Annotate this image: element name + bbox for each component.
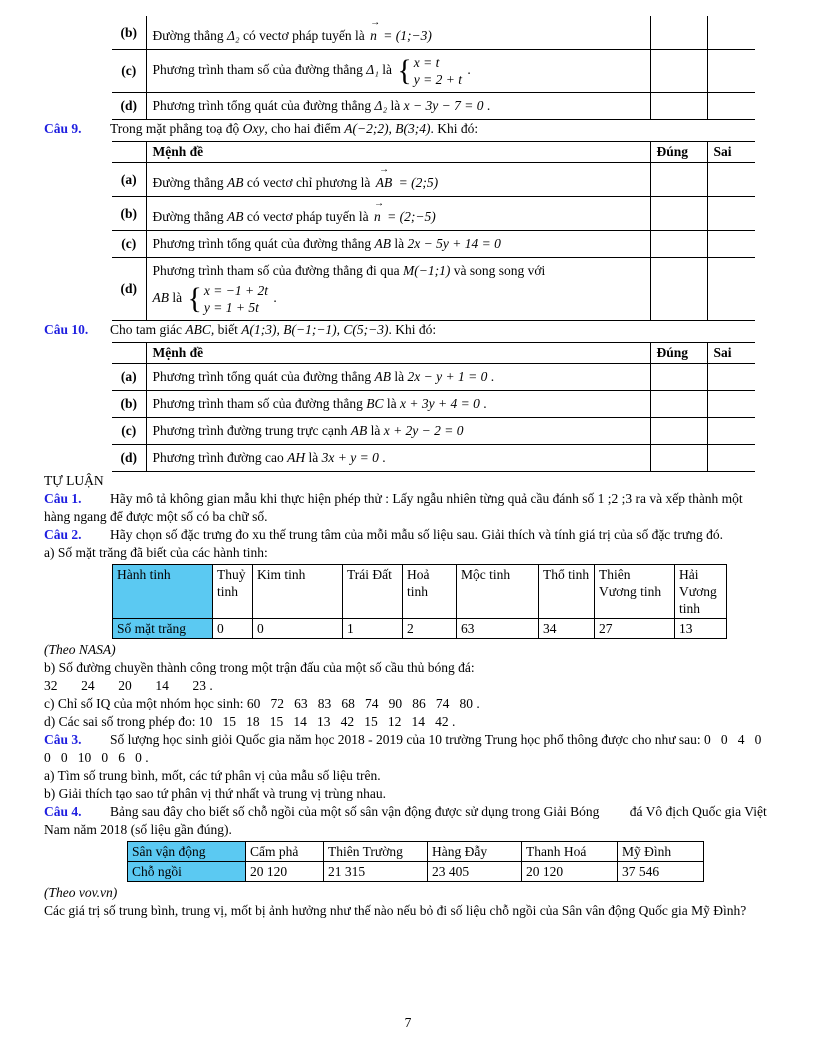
sai-answer-cell [707,197,755,231]
question-number: Câu 2. [44,527,82,542]
cau2-item-a: a) Số mặt trăng đã biết của các hành tinh: [44,545,268,560]
statement-text: . [483,396,487,411]
intro-text: . Khi đó: [388,322,437,337]
sai-answer-cell [707,50,755,93]
equation-2: y = 1 + 5t [203,300,259,315]
statement-cell [146,93,650,120]
math-expression: x + 2y − 2 = 0 [383,423,464,438]
equation-2: y = 2 + t [413,72,463,87]
statement-text: Đường thẳng [152,209,224,224]
planet-name: Kim tinh [253,565,343,619]
cau1-paragraph [44,490,772,526]
math-symbol: AB [226,209,244,224]
math-symbol: AB [226,175,244,190]
cau3-paragraph [44,731,772,767]
statement-text: là [394,369,405,384]
statement-text: và song song với [453,263,546,278]
statement-cell [146,391,650,418]
math-expression: A(−2;2), B(3;4) [344,121,431,136]
statement-text: là [308,450,319,465]
column-header-dung: Đúng [650,343,707,364]
statement-cell [146,364,650,391]
question-number: Câu 10. [44,322,89,337]
row-label: (c) [112,231,146,258]
cau2-paragraph [44,526,772,544]
statement-text: Phương trình tham số của đường thẳng [152,396,363,411]
stadium-table [127,841,704,882]
stadium-name: Hàng Đẫy [428,842,522,862]
question-number: Câu 9. [44,121,82,136]
stadium-header-label: Sân vận động [128,842,246,862]
statement-text: là [390,98,401,113]
cau4-question: Các giá trị số trung bình, trung vị, mốt bị ảnh hưởng như thế nào nếu bỏ đi số liệu chỗ ngồi của Sân vân động Quốc gia Mỹ Đình? [44,903,747,918]
table-row [112,445,755,472]
source-note-vov: (Theo vov.vn) [44,885,118,900]
row-label: (b) [112,197,146,231]
moon-count: 0 [213,619,253,639]
sai-answer-cell [707,163,755,197]
dung-answer-cell [650,16,707,50]
stadium-name: Thiên Trường [324,842,428,862]
seat-count: 20 120 [522,862,618,882]
statement-cell [146,445,650,472]
sai-answer-cell [707,258,755,321]
statement-text: Đường thẳng [152,28,224,43]
statement-cell [146,418,650,445]
math-expression: = (2;5) [398,175,439,190]
planets-data-row [113,619,727,639]
source-note-nasa: (Theo NASA) [44,642,116,657]
intro-text: Cho tam giác [110,322,182,337]
header-empty-cell [112,343,146,364]
dung-answer-cell [650,258,707,321]
math-symbol: AB [152,290,169,306]
question-text: Hãy chọn số đặc trưng đo xu thế trung tâm của mỗi mẫu số liệu sau. Giải thích và tính giá trị của số đặc trưng đó. [110,527,723,542]
moon-count: 13 [675,619,727,639]
math-symbol: Oxy [242,121,265,136]
moon-count: 27 [595,619,675,639]
intro-text: biết [217,322,238,337]
equation-system [188,282,268,316]
row-label: (d) [112,93,146,120]
table-header-row [112,343,755,364]
dung-answer-cell [650,163,707,197]
math-symbol: Δ₂ [226,28,240,43]
row-label: (c) [112,418,146,445]
statement-text: . [273,290,277,306]
statement-text: . [486,98,491,113]
math-symbol: ABC, [185,322,215,337]
moon-count: 1 [343,619,403,639]
cau9-intro [44,120,772,138]
dung-answer-cell [650,391,707,418]
column-header-sai: Sai [707,142,755,163]
seat-count: 20 120 [246,862,324,882]
system-brace: { [187,282,202,316]
header-empty-cell [112,142,146,163]
sai-answer-cell [707,364,755,391]
math-expression: x + 3y + 4 = 0 [400,396,480,411]
vector-symbol: n → [370,27,377,45]
intro-text: . Khi đó: [430,121,479,136]
math-symbol: AB [350,423,368,438]
statement-text: là [382,62,393,78]
dung-answer-cell [650,231,707,258]
moon-count: 63 [457,619,539,639]
math-expression: x − 3y − 7 = 0 [403,98,484,113]
statement-cell [146,16,650,50]
planets-header-label: Hành tinh [113,565,213,619]
column-header-menhde: Mệnh đề [146,142,650,163]
seat-count: 23 405 [428,862,522,882]
system-brace: { [397,54,412,88]
math-expression: 3x + y = 0 [321,450,379,465]
math-expression: = (1;−3) [383,28,432,43]
table-row [112,50,755,93]
planets-header-row [113,565,727,619]
cau2-item-c: c) Chỉ số IQ của một nhóm học sinh: 60 72 63 83 68 74 90 86 74 80 . [44,696,480,711]
statement-text: . [490,369,495,384]
table-row [112,163,755,197]
statement-text: Phương trình tổng quát của đường thẳng [152,369,372,384]
cau3-item-a: a) Tìm số trung bình, mốt, các tứ phân vị của mẫu số liệu trên. [44,768,381,783]
equation-1: x = t [413,55,440,70]
stadium-name: Mỹ Đình [618,842,704,862]
stadium-name: Cẩm phả [246,842,324,862]
statement-text: . [467,62,471,78]
planet-name: Thổ tinh [539,565,595,619]
stadium-row-label: Chỗ ngồi [128,862,246,882]
cau10-intro [44,321,772,339]
question-number: Câu 1. [44,491,82,506]
dung-answer-cell [650,418,707,445]
table-row [112,197,755,231]
dung-sai-table-continuation [112,16,755,120]
math-expression: A(1;3), B(−1;−1), C(5;−3) [241,322,389,337]
planet-name: Hải Vương tinh [675,565,727,619]
sai-answer-cell [707,391,755,418]
sai-answer-cell [707,93,755,120]
statement-text: Phương trình tham số của đường thẳng [152,62,363,78]
statement-text: có vectơ chỉ phương là [246,175,371,190]
table-row [112,418,755,445]
column-header-dung: Đúng [650,142,707,163]
statement-text: là [394,236,405,251]
intro-text: , cho hai điểm [264,121,341,136]
row-label: (b) [112,16,146,50]
intro-text: Trong mặt phẳng toạ độ [110,121,240,136]
seat-count: 37 546 [618,862,704,882]
cau9-dung-sai-table [112,141,755,321]
cau4-paragraph [44,803,772,839]
planets-row-label: Số mặt trăng [113,619,213,639]
statement-text: là [370,423,381,438]
column-header-sai: Sai [707,343,755,364]
statement-cell [146,50,650,93]
dung-answer-cell [650,445,707,472]
statement-line [153,282,644,316]
page-number: 7 [404,1015,412,1030]
dung-answer-cell [650,197,707,231]
statement-text: . [382,450,386,465]
vector-symbol: AB → [376,174,393,192]
stadium-header-row [128,842,704,862]
question-text: Hãy mô tả không gian mẫu khi thực hiện phép thử : Lấy ngẫu nhiên từng quả cầu đánh số 1 ;2 ;3 ra và xếp thành một hàng ngang để được một số có ba chữ số. [44,491,743,524]
math-expression: = (2;−5) [387,209,436,224]
seat-count: 21 315 [324,862,428,882]
question-text: Bảng sau đây cho biết số chỗ ngồi của một số sân vận động được sử dụng trong Giải Bóng đá Vô địch Quốc gia Việt Nam năm 2018 (số liệu gần đúng). [44,804,767,837]
planet-name: Mộc tinh [457,565,539,619]
statement-cell [146,258,650,321]
cau2-item-d: d) Các sai số trong phép đo: 10 15 18 15 14 13 42 15 12 14 42 . [44,714,456,729]
table-row [112,16,755,50]
statement-text: có vectơ pháp tuyến là [242,28,365,43]
math-expression: 2x − y + 1 = 0 [407,369,488,384]
math-symbol: Δ₁ [366,62,379,78]
sai-answer-cell [707,16,755,50]
statement-text: Đường thẳng [152,175,224,190]
section-heading: TỰ LUẬN [44,473,104,488]
cau10-dung-sai-table [112,342,755,472]
statement-text: Phương trình tổng quát của đường thẳng [152,236,372,251]
table-row [112,391,755,418]
equation-system [397,54,462,88]
planet-name: Hoả tinh [403,565,457,619]
math-expression: 2x − 5y + 14 = 0 [407,236,501,251]
planet-name: Thiên Vương tinh [595,565,675,619]
math-symbol: AB [374,369,392,384]
stadium-data-row [128,862,704,882]
moon-count: 2 [403,619,457,639]
planets-table [112,564,727,639]
system-equations [414,54,462,88]
table-row [112,364,755,391]
cau2-item-b-values: 32 24 20 14 23 . [44,678,213,693]
math-symbol: AB [374,236,392,251]
question-number: Câu 3. [44,732,82,747]
table-row [112,258,755,321]
table-row [112,93,755,120]
question-number: Câu 4. [44,804,82,819]
statement-text: Phương trình đường cao [152,450,284,465]
row-label: (b) [112,391,146,418]
statement-text: có vectơ pháp tuyến là [246,209,369,224]
statement-text: Phương trình đường trung trực cạnh [152,423,348,438]
math-symbol: AH [287,450,306,465]
row-label: (d) [112,445,146,472]
row-label: (d) [112,258,146,321]
statement-cell [146,231,650,258]
sai-answer-cell [707,231,755,258]
statement-text: là [386,396,397,411]
equation-1: x = −1 + 2t [203,283,268,298]
cau3-item-b: b) Giải thích tạo sao tứ phân vị thứ nhất và trung vị trùng nhau. [44,786,386,801]
statement-cell [146,163,650,197]
sai-answer-cell [707,445,755,472]
column-header-menhde: Mệnh đề [146,343,650,364]
math-symbol: Δ₂ [374,98,388,113]
dung-answer-cell [650,364,707,391]
statement-cell [146,197,650,231]
sai-answer-cell [707,418,755,445]
planet-name: Trái Đất [343,565,403,619]
row-label: (a) [112,364,146,391]
math-symbol: BC [366,396,384,411]
planet-name: Thuỷ tinh [213,565,253,619]
dung-answer-cell [650,50,707,93]
system-equations [204,282,268,316]
stadium-name: Thanh Hoá [522,842,618,862]
row-label: (a) [112,163,146,197]
row-label: (c) [112,50,146,93]
statement-text: Phương trình tham số của đường thẳng đi qua [152,263,400,278]
math-expression: M(−1;1) [403,263,451,278]
statement-text: là [172,290,183,306]
table-row [112,231,755,258]
moon-count: 0 [253,619,343,639]
vector-symbol: n → [374,208,381,226]
moon-count: 34 [539,619,595,639]
statement-text: Phương trình tổng quát của đường thẳng [152,98,372,113]
statement-line [153,262,644,280]
table-header-row [112,142,755,163]
dung-answer-cell [650,93,707,120]
cau2-item-b: b) Số đường chuyền thành công trong một trận đấu của một số cầu thủ bóng đá: [44,660,475,675]
question-text: Số lượng học sinh giỏi Quốc gia năm học 2018 - 2019 của 10 trường Trung học phổ thông được cho như sau: 0 0 4 0 0 0 10 0 6 0 . [44,732,769,765]
